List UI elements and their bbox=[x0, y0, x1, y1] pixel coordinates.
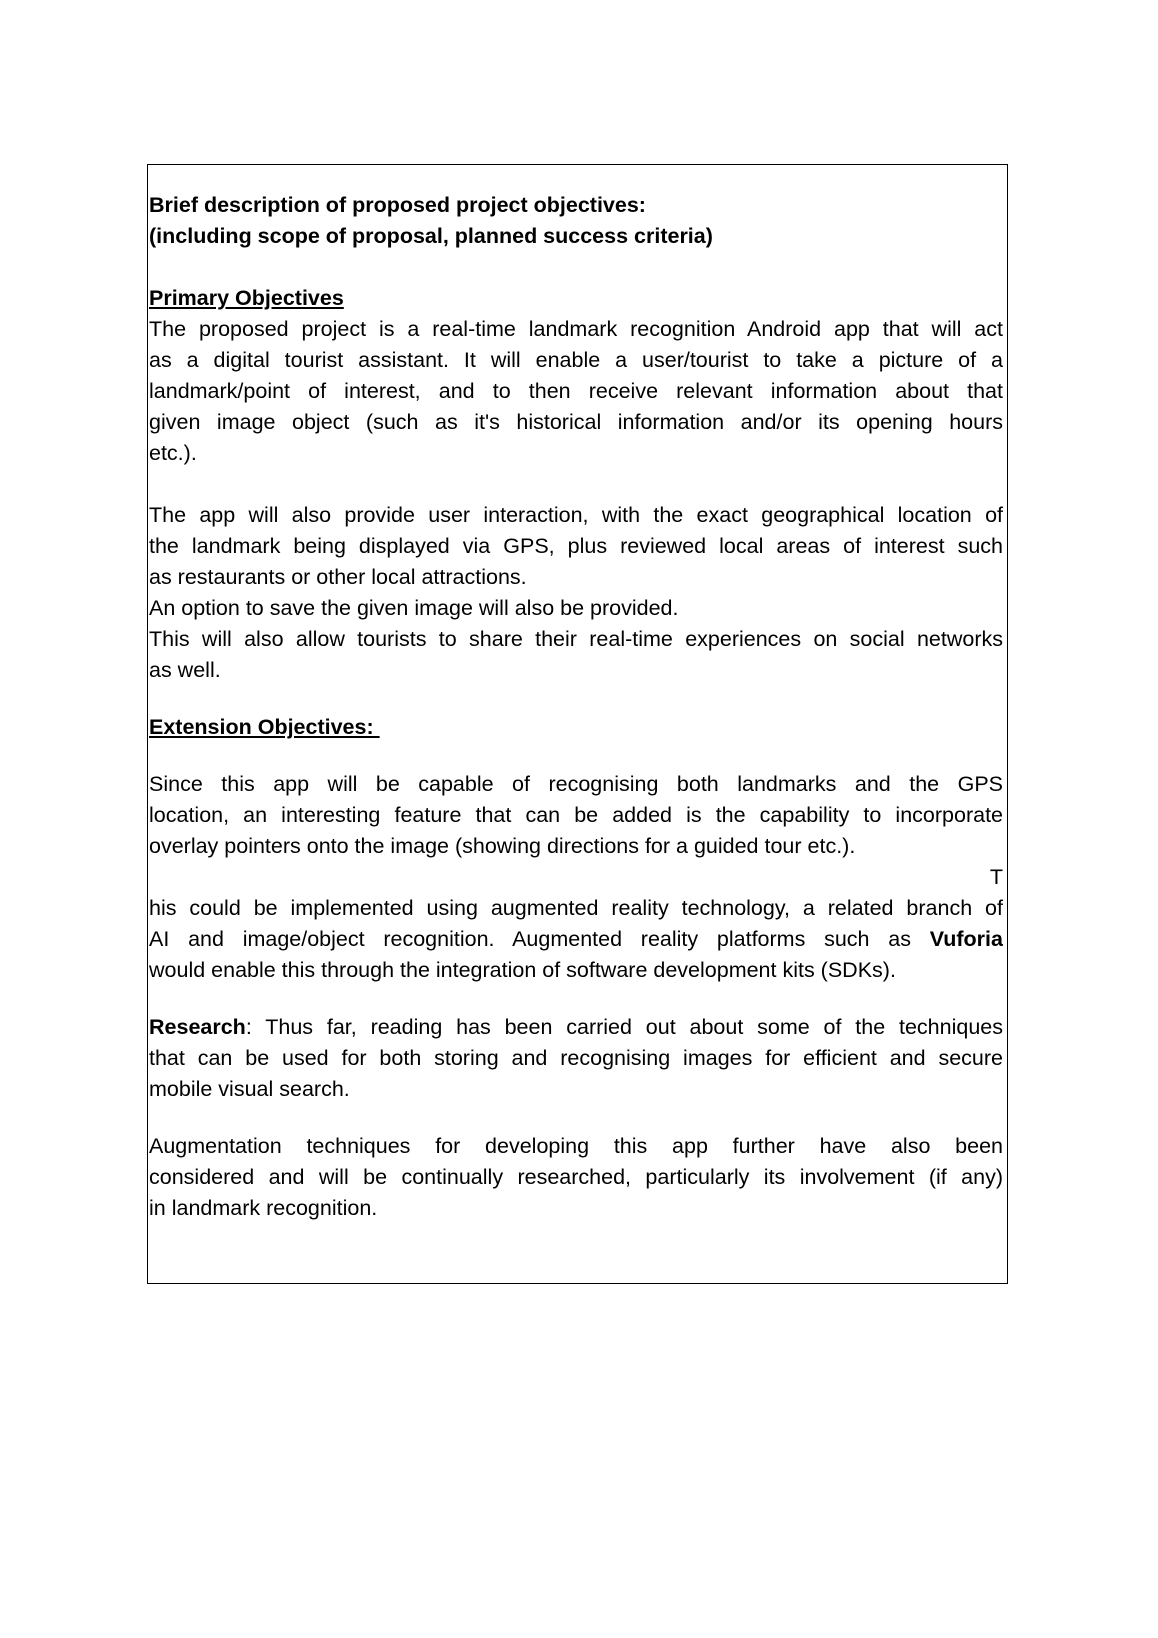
vuforia-term: Vuforia bbox=[929, 927, 1003, 951]
objectives-content bbox=[149, 190, 1003, 1224]
primary-p2-line: The app will also provide user interaction, with the exact geographical location of bbox=[149, 503, 1003, 527]
extension-p1-line: Since this app will be capable of recognising both landmarks and the GPS bbox=[149, 772, 1003, 796]
research-line bbox=[149, 1012, 1003, 1043]
heading-line-1: Brief description of proposed project objectives: bbox=[149, 193, 646, 217]
primary-p1-line: as a digital tourist assistant. It will enable a user/tourist to take a picture of a bbox=[149, 348, 1003, 372]
extension-p1-line: location, an interesting feature that can be added is the capability to incorporate bbox=[149, 803, 1003, 827]
research-line: mobile visual search. bbox=[149, 1077, 350, 1101]
research-line1-text: : Thus far, reading has been carried out about some of the techniques bbox=[245, 1015, 1003, 1039]
extension-p1-line: overlay pointers onto the image (showing directions for a guided tour etc.). bbox=[149, 834, 856, 858]
research-p2-line: in landmark recognition. bbox=[149, 1196, 378, 1220]
primary-p3-line: An option to save the given image will also be provided. bbox=[149, 596, 679, 620]
primary-p1-line: etc.). bbox=[149, 441, 197, 465]
extension-p2-line2-text: AI and image/object recognition. Augmented reality platforms such as bbox=[149, 927, 911, 951]
primary-p4-line: as well. bbox=[149, 658, 221, 682]
extension-p2-line: would enable this through the integration of software development kits (SDKs). bbox=[149, 958, 896, 982]
primary-p2-line: the landmark being displayed via GPS, plus reviewed local areas of interest such bbox=[149, 534, 1003, 558]
research-line: that can be used for both storing and recognising images for efficient and secure bbox=[149, 1046, 1003, 1070]
extension-objectives-title: Extension Objectives: bbox=[149, 715, 380, 739]
primary-p1-line: landmark/point of interest, and to then receive relevant information about that bbox=[149, 379, 1003, 403]
primary-p1-line: The proposed project is a real-time landmark recognition Android app that will act bbox=[149, 317, 1003, 341]
research-p2-line: considered and will be continually researched, particularly its involvement (if any) bbox=[149, 1165, 1003, 1189]
heading-line-2: (including scope of proposal, planned success criteria) bbox=[149, 224, 713, 248]
extension-p2-line: his could be implemented using augmented reality technology, a related branch of bbox=[149, 896, 1003, 920]
primary-p1-line: given image object (such as it's historical information and/or its opening hours bbox=[149, 410, 1003, 434]
extension-stray-letter: T bbox=[989, 865, 1003, 889]
primary-p2-line: as restaurants or other local attractions. bbox=[149, 565, 527, 589]
primary-p4-line: This will also allow tourists to share their real-time experiences on social networks bbox=[149, 627, 1003, 651]
research-label: Research bbox=[149, 1015, 246, 1039]
extension-p2-line bbox=[149, 924, 1003, 955]
research-p2-line: Augmentation techniques for developing this app further have also been bbox=[149, 1134, 1003, 1158]
primary-objectives-title: Primary Objectives bbox=[149, 286, 344, 310]
